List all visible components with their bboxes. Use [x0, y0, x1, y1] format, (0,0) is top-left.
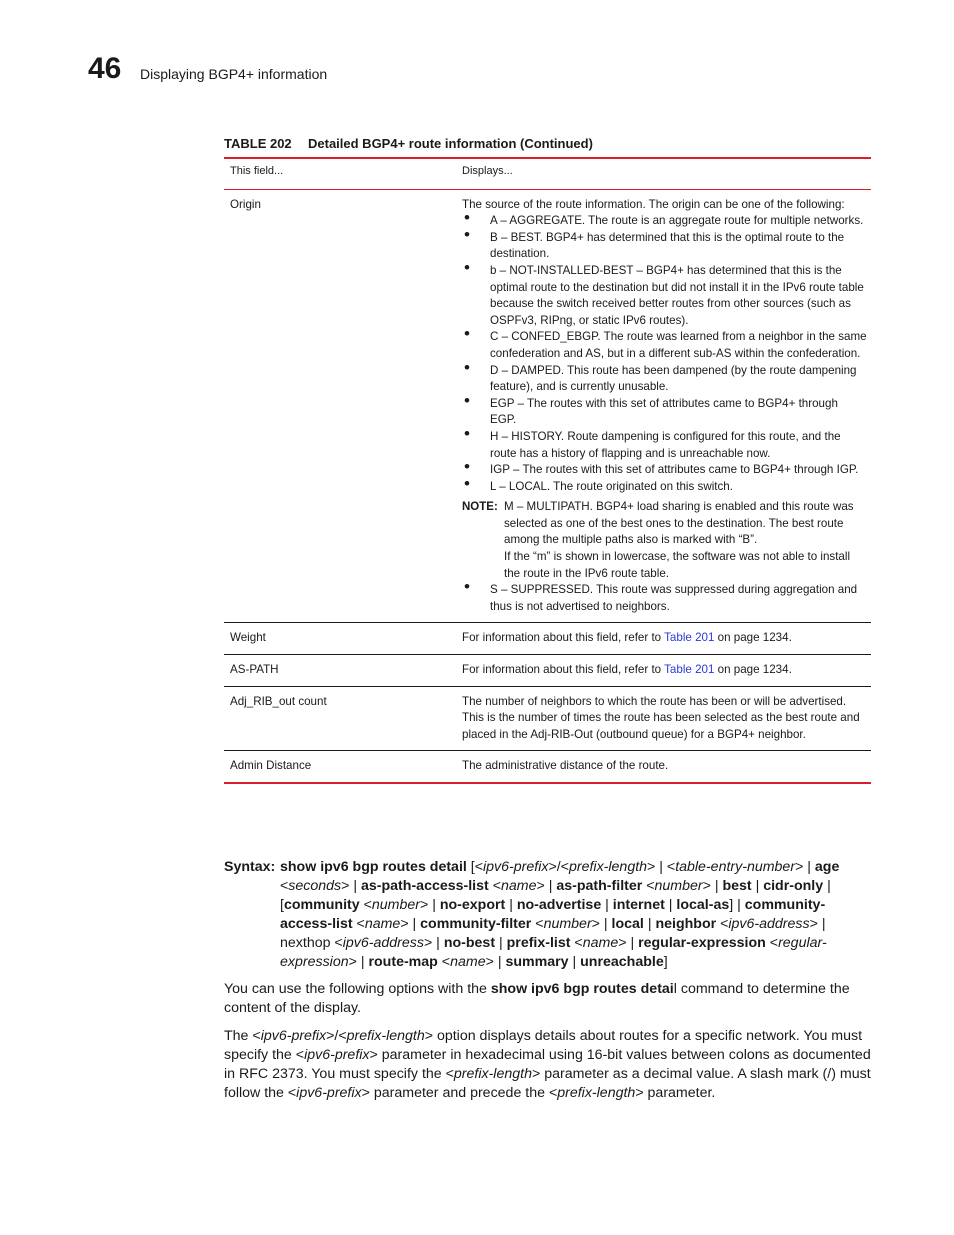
table-201-link[interactable]: Table 201 [664, 631, 715, 645]
origin-intro: The source of the route information. The origin can be one of the following: [462, 197, 845, 211]
chapter-title: Displaying BGP4+ information [140, 66, 328, 82]
syntax-body: show ipv6 bgp routes detail [<ipv6-prefix>/<prefix-length> | <table-entry-number> | age <seconds> | as-path-access-list <name> | as-path-filter <number> | best | cidr-only | [community <number> | no-export | no-advertise | internet | local-as] | community-access-list <name> | community-filter <number> | local | neighbor <ipv6-address> | nexthop <ipv6-address> | no-best | prefix-list <name> | regular-expression <regular-expression> | route-map <name> | summary | unreachable] [280, 859, 840, 970]
origin-list-continued [462, 582, 867, 615]
list-item: • A – AGGREGATE. The route is an aggregate route for multiple networks. [462, 213, 867, 230]
column-header-field: This field... [224, 158, 456, 189]
note-block [462, 499, 867, 582]
chapter-number: 46 [88, 52, 122, 85]
field-description [456, 623, 871, 655]
text: on page 1234. [714, 663, 792, 677]
table-header-row [224, 158, 871, 189]
field-description [456, 189, 871, 623]
field-name: Admin Distance [224, 751, 456, 783]
table-201-link[interactable]: Table 201 [664, 663, 715, 677]
field-name: Adj_RIB_out count [224, 686, 456, 751]
field-description [456, 655, 871, 687]
text: For information about this field, refer to [462, 631, 665, 645]
list-item: • C – CONFED_EBGP. The route was learned from a neighbor in the same confederation and AS, but in a different sub-AS within the confederation. [462, 329, 867, 362]
syntax-block [224, 858, 874, 972]
list-item: • L – LOCAL. The route originated on this switch. [462, 479, 867, 496]
text: For information about this field, refer to [462, 663, 665, 677]
note-text: If the “m” is shown in lowercase, the software was not able to install the route in the IPv6 route table. [504, 550, 851, 580]
list-item: • H – HISTORY. Route dampening is configured for this route, and the route has a history of flapping and is unreachable now. [462, 429, 867, 462]
field-name: AS-PATH [224, 655, 456, 687]
table-row [224, 751, 871, 783]
list-item: • IGP – The routes with this set of attributes came to BGP4+ through IGP. [462, 462, 867, 479]
table-row [224, 623, 871, 655]
text: on page 1234. [714, 631, 792, 645]
list-item: • B – BEST. BGP4+ has determined that this is the optimal route to the destination. [462, 230, 867, 263]
table-caption-number: TABLE 202 [224, 136, 292, 151]
table-row [224, 655, 871, 687]
paragraph: You can use the following options with the show ipv6 bgp routes detail command to determine the content of the display. [224, 981, 850, 1016]
note-text: M – MULTIPATH. BGP4+ load sharing is enabled and this route was selected as one of the best ones to the destination. The best route among the multiple paths also is marked with “B”. [504, 500, 854, 547]
table-caption [224, 136, 593, 151]
field-name: Weight [224, 623, 456, 655]
list-item: • D – DAMPED. This route has been dampened (by the route dampening feature), and is currently unusable. [462, 363, 867, 396]
paragraph: The <ipv6-prefix>/<prefix-length> option displays details about routes for a specific network. You must specify the <ipv6-prefix> parameter in hexadecimal using 16-bit values between colons as documented in RFC 2373. You must specify the <prefix-length> parameter as a decimal value. A slash mark (/) must follow the <ipv6-prefix> parameter and precede the <prefix-length> parameter. [224, 1028, 871, 1101]
route-info-table [224, 157, 871, 784]
table-row [224, 686, 871, 751]
syntax-label: Syntax: [224, 859, 276, 875]
list-item: • b – NOT-INSTALLED-BEST – BGP4+ has determined that this is the optimal route to the destination but did not install it in the IPv6 route table because the switch received better routes from other sources (such as OSPFv3, RIPng, or static IPv6 routes). [462, 263, 867, 329]
field-description: The number of neighbors to which the route has been or will be advertised. This is the number of times the route has been selected as the best route and placed in the Adj-RIB-Out (outbound queue) for a BGP4+ neighbor. [456, 686, 871, 751]
column-header-displays: Displays... [456, 158, 871, 189]
field-description: The administrative distance of the route. [456, 751, 871, 783]
list-item: • EGP – The routes with this set of attributes came to BGP4+ through EGP. [462, 396, 867, 429]
table-row [224, 189, 871, 623]
table-caption-title: Detailed BGP4+ route information (Continued) [308, 136, 593, 151]
note-label: NOTE: [462, 501, 498, 514]
origin-list [462, 213, 867, 495]
list-item: • S – SUPPRESSED. This route was suppressed during aggregation and thus is not advertised to neighbors. [462, 582, 867, 615]
field-name: Origin [224, 189, 456, 623]
